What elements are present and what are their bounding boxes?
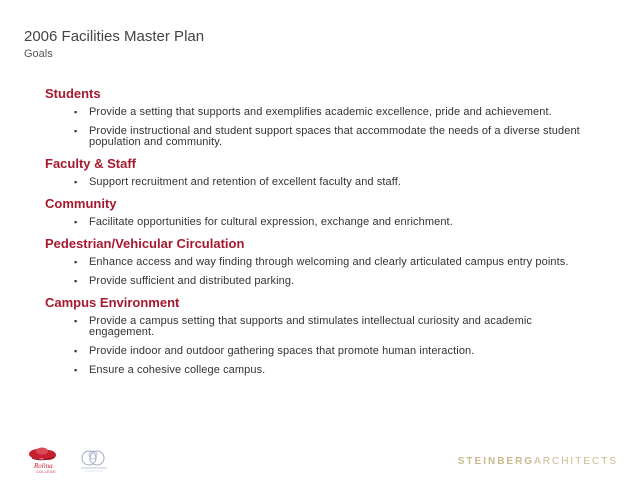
firm-name-bold: STEINBERG: [457, 456, 535, 467]
header: [24, 28, 204, 62]
bullet-icon: ▪: [74, 316, 78, 326]
goal-list: [45, 316, 585, 376]
goal-item: [45, 346, 585, 357]
firm-name-light: ARCHITECTS: [534, 456, 618, 467]
page-subtitle: Goals: [24, 48, 53, 60]
bullet-icon: ▪: [74, 177, 78, 187]
college-logo-subtext: COLLEGE: [36, 470, 57, 474]
goals-content: [45, 84, 585, 384]
bullet-icon: ▪: [74, 126, 78, 136]
goal-section: [45, 295, 585, 376]
bullet-icon: ▪: [74, 346, 78, 356]
goal-text: Provide a campus setting that supports and stimulates intellectual curiosity and academic engagement.: [89, 315, 533, 338]
goal-list: [45, 257, 585, 287]
section-heading: Students: [45, 86, 101, 101]
bullet-icon: ▪: [74, 107, 78, 117]
bullet-icon: ▪: [74, 365, 78, 375]
goal-section: [45, 196, 585, 228]
college-logo: [26, 446, 66, 474]
goal-text: Ensure a cohesive college campus.: [89, 364, 266, 376]
goal-text: Provide instructional and student support spaces that accommodate the needs of a diverse student population and community.: [89, 125, 580, 148]
section-heading: Campus Environment: [45, 295, 180, 310]
firm-logo: [458, 456, 618, 467]
goal-item: [45, 217, 585, 228]
bullet-icon: ▪: [74, 276, 78, 286]
partner-logo: [77, 446, 113, 474]
goal-item: [45, 365, 585, 376]
goal-section: [45, 86, 585, 148]
college-logo-text: Rolina: [34, 462, 53, 470]
goal-text: Facilitate opportunities for cultural expression, exchange and enrichment.: [89, 216, 453, 228]
goal-item: [45, 177, 585, 188]
goal-list: [45, 107, 585, 148]
goal-text: Enhance access and way finding through welcoming and clearly articulated campus entry points.: [89, 256, 569, 268]
goal-list: [45, 177, 585, 188]
page-title: 2006 Facilities Master Plan: [24, 28, 205, 45]
goal-text: Provide a setting that supports and exemplifies academic excellence, pride and achievement.: [89, 106, 552, 118]
goal-text: Provide indoor and outdoor gathering spaces that promote human interaction.: [89, 345, 475, 357]
goal-item: [45, 107, 585, 118]
section-heading: Faculty & Staff: [45, 156, 137, 171]
goal-item: [45, 257, 585, 268]
goal-item: [45, 126, 585, 148]
goal-item: [45, 276, 585, 287]
goal-item: [45, 316, 585, 338]
section-heading: Community: [45, 196, 117, 211]
section-heading: Pedestrian/Vehicular Circulation: [45, 236, 245, 251]
bullet-icon: ▪: [74, 217, 78, 227]
goal-section: [45, 156, 585, 188]
goal-section: [45, 236, 585, 287]
bullet-icon: ▪: [74, 257, 78, 267]
goal-text: Support recruitment and retention of excellent faculty and staff.: [89, 176, 402, 188]
goal-list: [45, 217, 585, 228]
goal-text: Provide sufficient and distributed parking.: [89, 275, 295, 287]
